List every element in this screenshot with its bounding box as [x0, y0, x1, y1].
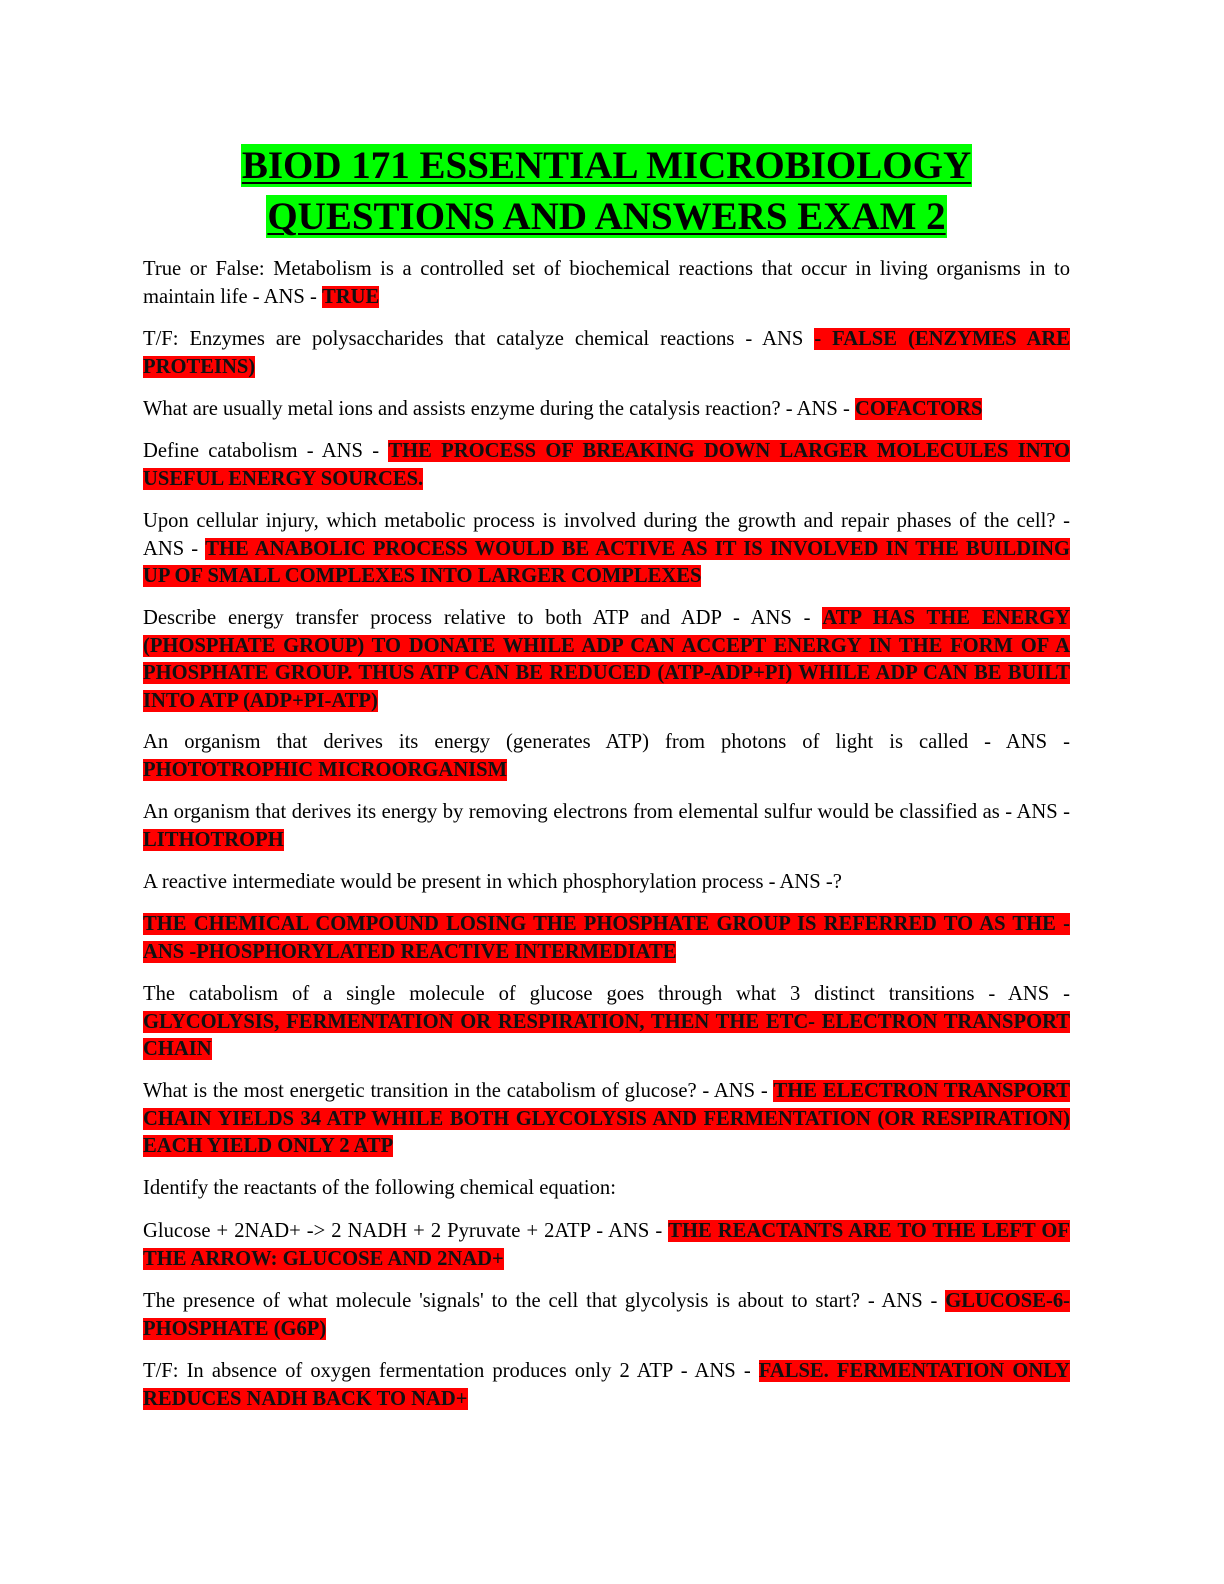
question-text: The catabolism of a single molecule of glucose goes through what 3 distinct transitions - ANS -: [143, 983, 1070, 1005]
question-text: A reactive intermediate would be present in which phosphorylation process - ANS -?: [143, 871, 842, 893]
qa-item: [143, 438, 1070, 493]
answer-text: ATP HAS THE ENERGY (PHOSPHATE GROUP) TO DONATE WHILE ADP CAN ACCEPT ENERGY IN THE FORM OF A PHOSPHATE GROUP. THUS ATP CAN BE REDUCED (ATP-ADP+PI) WHILE ADP CAN BE BUILT INTO ATP (ADP+PI-ATP): [143, 607, 1070, 712]
qa-item: [143, 1078, 1070, 1161]
question-text: Upon cellular injury, which metabolic process is involved during the growth and repair phases of the cell? - ANS -: [143, 510, 1070, 560]
qa-item: [143, 326, 1070, 381]
question-text: T/F: Enzymes are polysaccharides that catalyze chemical reactions - ANS: [143, 328, 815, 350]
title-line-1: BIOD 171 ESSENTIAL MICROBIOLOGY: [241, 144, 972, 187]
answer-text: TRUE: [322, 285, 380, 308]
qa-item: [143, 1175, 1070, 1203]
answer-text: PHOTOTROPHIC MICROORGANISM: [143, 758, 508, 781]
answer-text: COFACTORS: [855, 398, 983, 420]
question-text: What is the most energetic transition in the catabolism of glucose? - ANS -: [143, 1080, 774, 1102]
qa-item: [143, 1358, 1070, 1413]
question-text: An organism that derives its energy (generates ATP) from photons of light is called - ANS -: [143, 731, 1070, 753]
answer-text: THE PROCESS OF BREAKING DOWN LARGER MOLECULES INTO USEFUL ENERGY SOURCES.: [143, 440, 1070, 490]
page-title: [143, 140, 1070, 242]
answer-text: - FALSE (ENZYMES ARE PROTEINS): [143, 328, 1070, 378]
question-text: Describe energy transfer process relative to both ATP and ADP - ANS -: [143, 607, 823, 629]
answer-text: GLUCOSE-6-PHOSPHATE (G6P): [143, 1290, 1070, 1340]
qa-item: [143, 396, 1070, 424]
question-text: T/F: In absence of oxygen fermentation produces only 2 ATP - ANS -: [143, 1360, 759, 1382]
answer-text: FALSE. FERMENTATION ONLY REDUCES NADH BACK TO NAD+: [143, 1360, 1070, 1410]
answer-text: GLYCOLYSIS, FERMENTATION OR RESPIRATION, THEN THE ETC- ELECTRON TRANSPORT CHAIN: [143, 1010, 1070, 1060]
qa-item: [143, 869, 1070, 897]
question-text: True or False: Metabolism is a controlled set of biochemical reactions that occur in living organisms in to maintain life - ANS -: [143, 258, 1070, 308]
question-text: Define catabolism - ANS -: [143, 440, 389, 462]
qa-item: [143, 799, 1070, 854]
question-text: An organism that derives its energy by removing electrons from elemental sulfur would be classified as - ANS -: [143, 801, 1070, 823]
qa-item: [143, 508, 1070, 591]
qa-item: [143, 605, 1070, 715]
qa-item: [143, 981, 1070, 1064]
answer-text: THE CHEMICAL COMPOUND LOSING THE PHOSPHATE GROUP IS REFERRED TO AS THE - ANS -PHOSPHORYLATED REACTIVE INTERMEDIATE: [143, 913, 1070, 963]
question-text: Glucose + 2NAD+ -> 2 NADH + 2 Pyruvate + 2ATP - ANS -: [143, 1220, 669, 1242]
answer-text: THE ELECTRON TRANSPORT CHAIN YIELDS 34 ATP WHILE BOTH GLYCOLYSIS AND FERMENTATION (OR RESPIRATION) EACH YIELD ONLY 2 ATP: [143, 1080, 1070, 1157]
qa-item: [143, 729, 1070, 784]
answer-text: THE REACTANTS ARE TO THE LEFT OF THE ARROW: GLUCOSE AND 2NAD+: [143, 1220, 1070, 1270]
question-text: What are usually metal ions and assists enzyme during the catalysis reaction? - ANS -: [143, 398, 856, 420]
qa-item: [143, 1288, 1070, 1343]
answer-text: LITHOTROPH: [143, 828, 284, 851]
qa-item: [143, 1218, 1070, 1273]
qa-item: [143, 256, 1070, 311]
answer-text: THE ANABOLIC PROCESS WOULD BE ACTIVE AS IT IS INVOLVED IN THE BUILDING UP OF SMALL COMPLEXES INTO LARGER COMPLEXES: [143, 537, 1070, 587]
question-text: Identify the reactants of the following chemical equation:: [143, 1177, 616, 1199]
title-line-2: QUESTIONS AND ANSWERS EXAM 2: [267, 195, 946, 238]
qa-item: [143, 911, 1070, 966]
question-text: The presence of what molecule 'signals' to the cell that glycolysis is about to start? - ANS -: [143, 1290, 946, 1312]
